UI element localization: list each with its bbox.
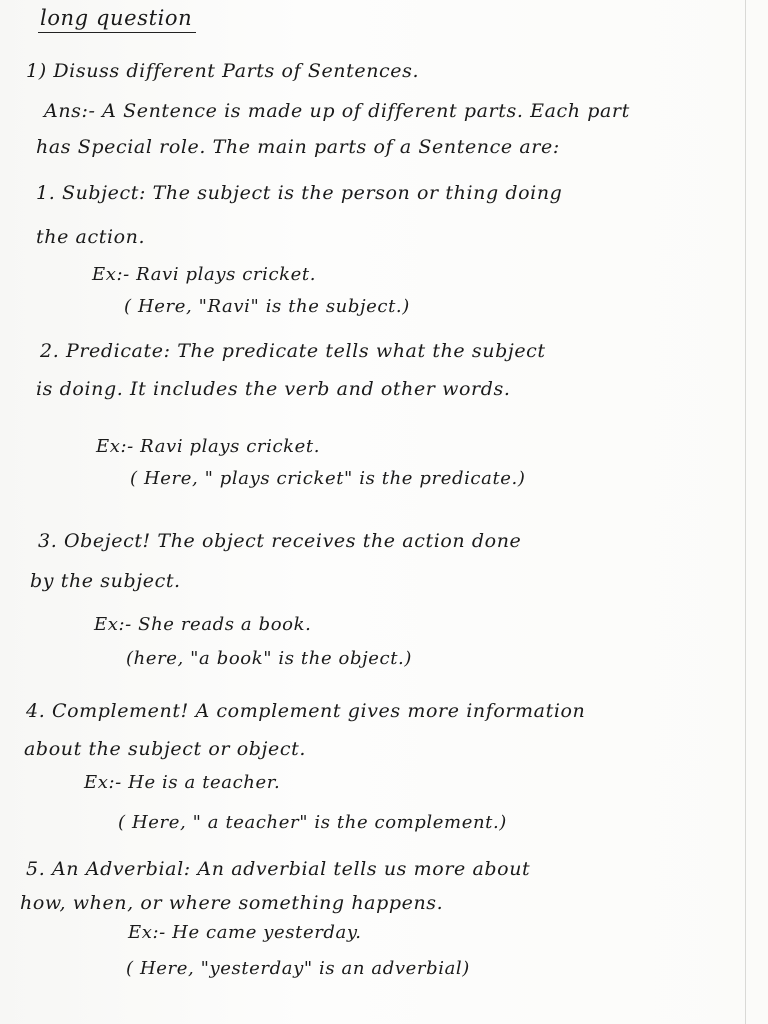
example-note-line: ( Here, "yesterday" is an adverbial)	[126, 958, 470, 979]
example-line: Ex:- Ravi plays cricket.	[96, 436, 321, 457]
example-line: Ex:- She reads a book.	[94, 614, 312, 635]
point-subject-line: the action.	[36, 226, 146, 248]
point-adverbial-line: 5. An Adverbial: An adverbial tells us more about	[26, 858, 531, 880]
point-subject-line: 1. Subject: The subject is the person or thing doing	[36, 182, 563, 204]
point-object-line: 3. Obeject! The object receives the action done	[38, 530, 522, 552]
point-complement-line: 4. Complement! A complement gives more information	[26, 700, 586, 722]
answer-line: Ans:- A Sentence is made up of different parts. Each part	[44, 100, 630, 122]
example-note-line: ( Here, " a teacher" is the complement.)	[118, 812, 507, 833]
answer-line: has Special role. The main parts of a Sentence are:	[36, 136, 560, 158]
question-line: 1) Disuss different Parts of Sentences.	[26, 60, 420, 82]
page-margin-line	[745, 0, 746, 1024]
page-heading: long question	[40, 6, 193, 30]
point-complement-line: about the subject or object.	[24, 738, 307, 760]
example-note-line: ( Here, " plays cricket" is the predicate.)	[130, 468, 526, 489]
point-predicate-line: 2. Predicate: The predicate tells what the subject	[40, 340, 546, 362]
point-predicate-line: is doing. It includes the verb and other words.	[36, 378, 511, 400]
heading-underline	[38, 32, 196, 33]
example-line: Ex:- He is a teacher.	[84, 772, 281, 793]
example-line: Ex:- Ravi plays cricket.	[92, 264, 317, 285]
example-note-line: (here, "a book" is the object.)	[126, 648, 412, 669]
point-object-line: by the subject.	[30, 570, 181, 592]
example-line: Ex:- He came yesterday.	[128, 922, 362, 943]
point-adverbial-line: how, when, or where something happens.	[20, 892, 444, 914]
example-note-line: ( Here, "Ravi" is the subject.)	[124, 296, 410, 317]
